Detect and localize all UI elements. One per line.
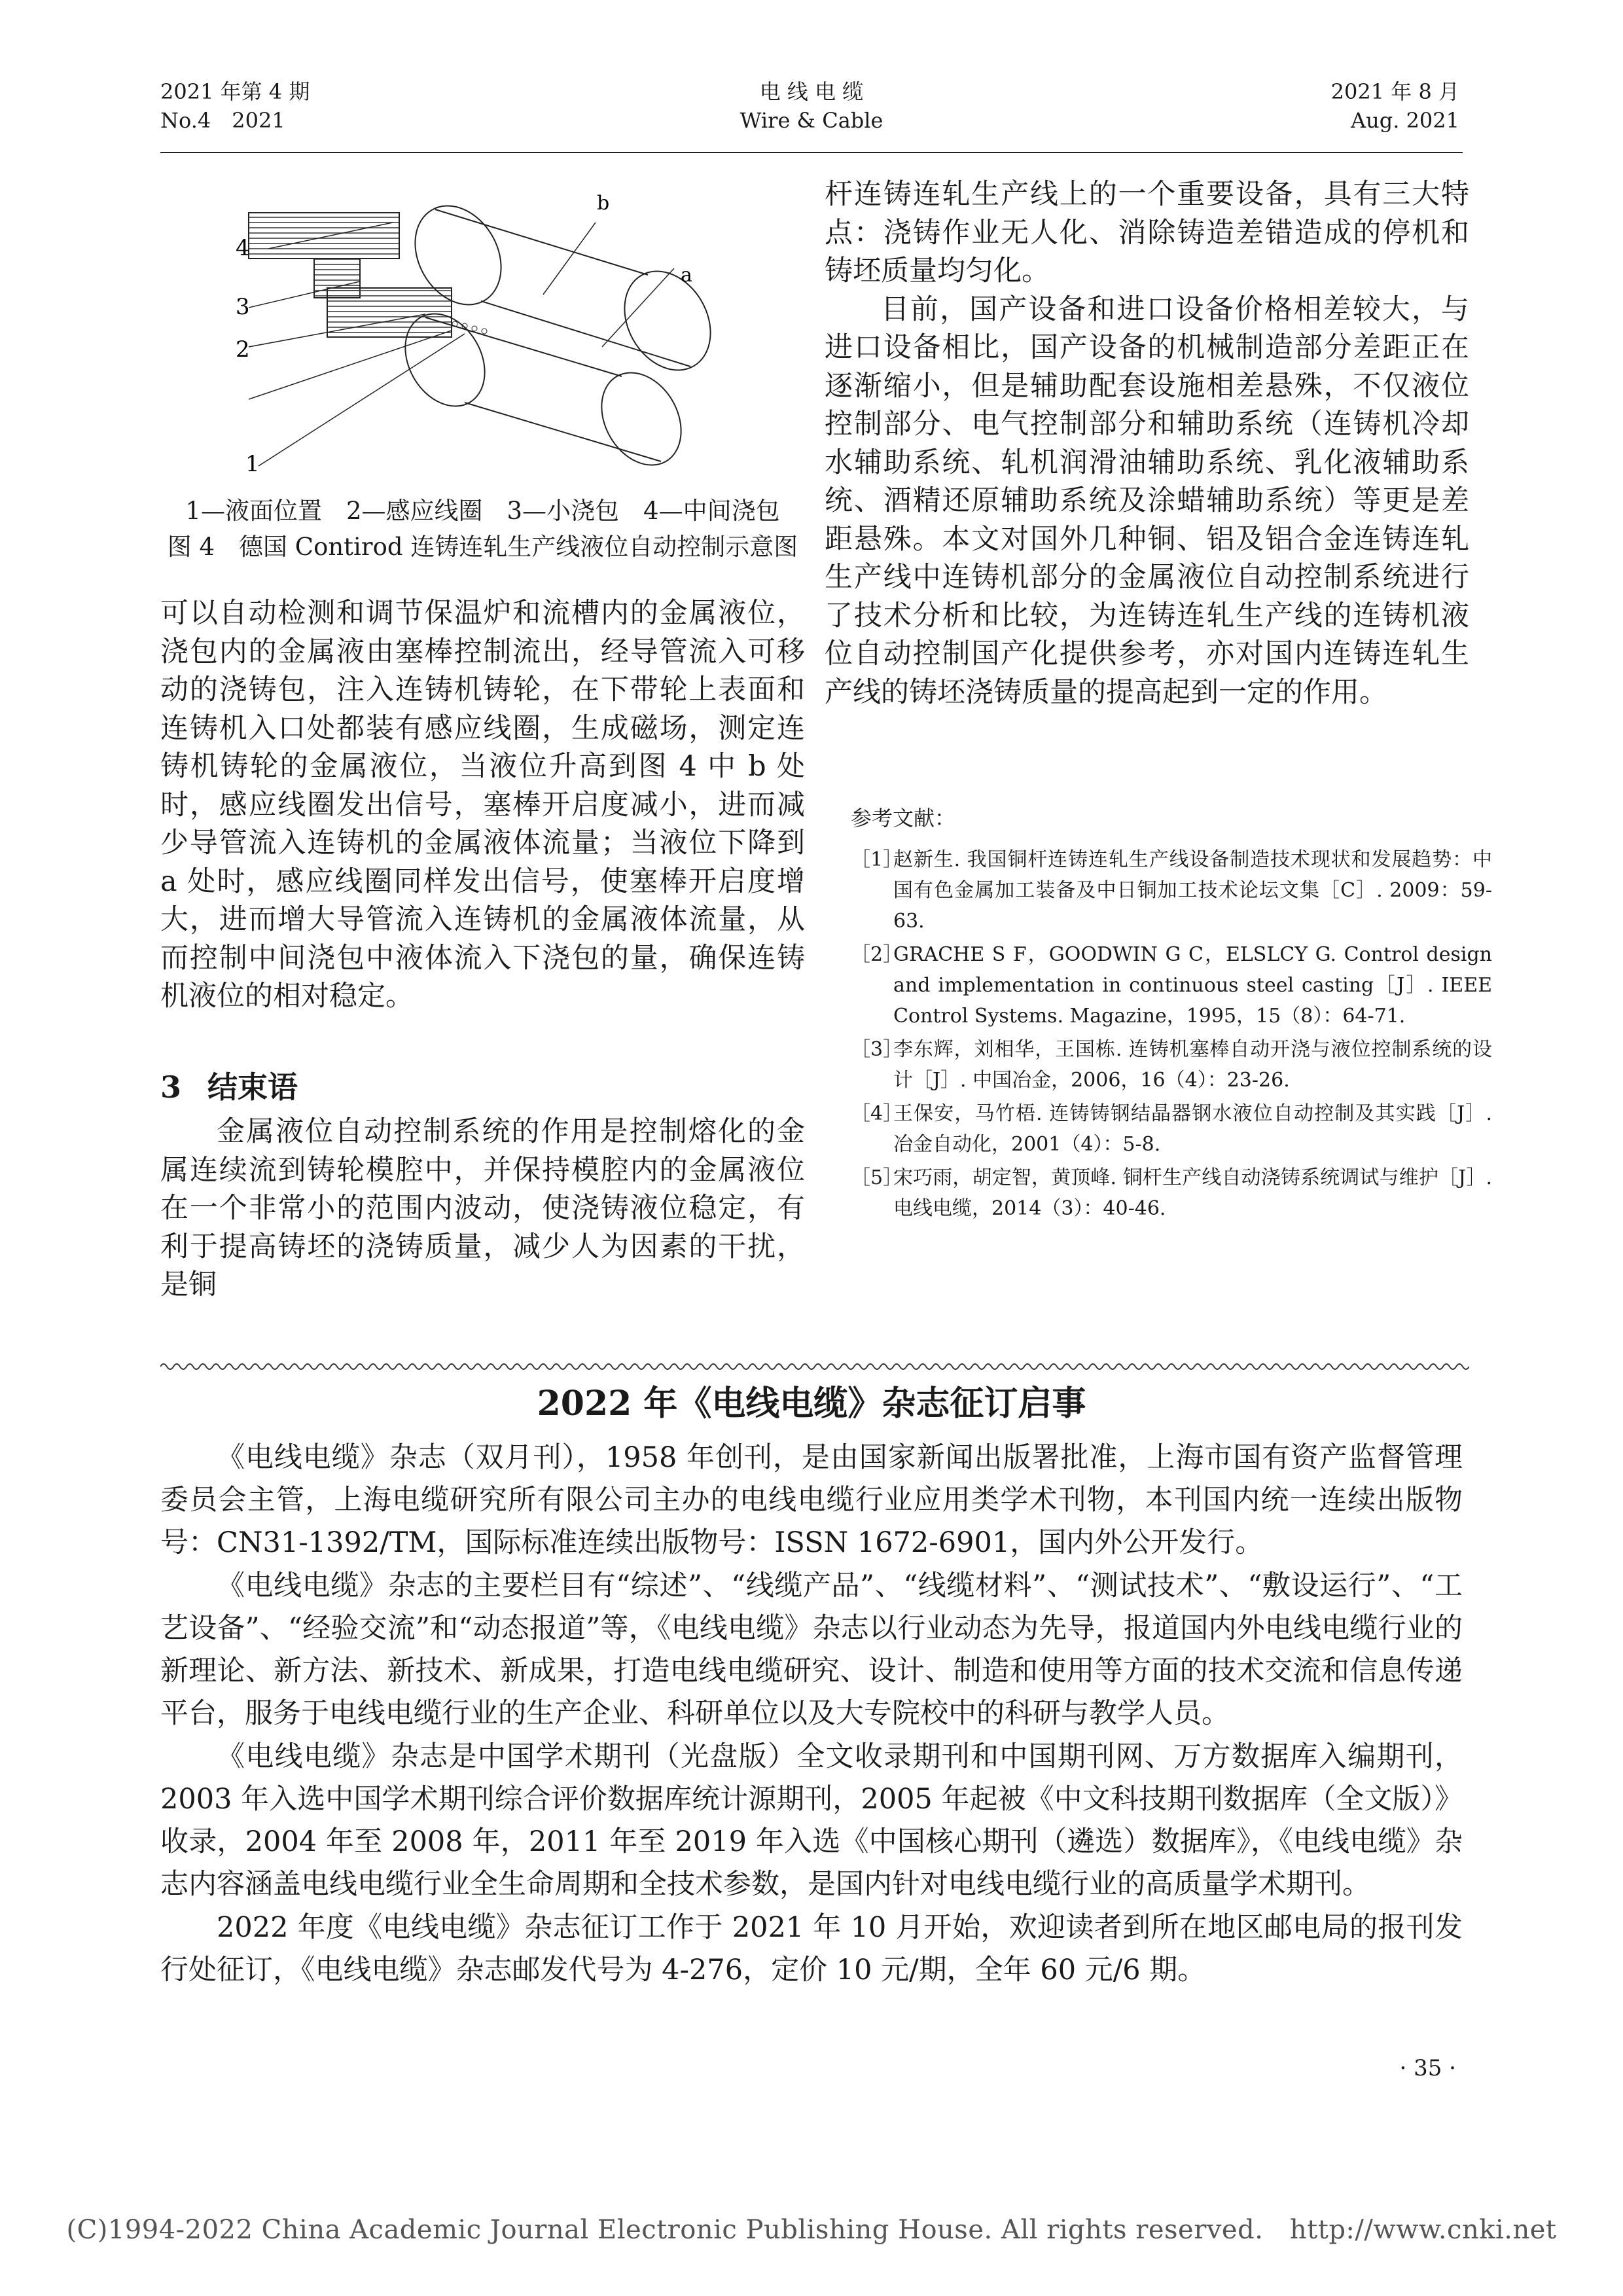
reference-item xyxy=(851,939,1492,1031)
figure-label-3: 3 xyxy=(236,294,250,320)
figure-4-diagram xyxy=(196,183,772,511)
body-text: 目前，国产设备和进口设备价格相差较大，与进口设备相比，国产设备的机械制造部分差距正在逐渐缩小，但是辅助配套设施相差悬殊，不仅液位控制部分、电气控制部分和辅助系统（连铸机冷却水辅助系统、轧机润滑油辅助系统、乳化液辅助系统、酒精还原辅助系统及涂蜡辅助系统）等更是差距悬殊。本文对国外几种铜、铝及铝合金连铸连轧生产线中连铸机部分的金属液位自动控制系统进行了技术分析和比较，为连铸连轧生产线的连铸机液位自动控制国产化提供参考，亦对国内连铸连轧生产线的铸坯浇铸质量的提高起到一定的作用。 xyxy=(825,293,1469,709)
figure-label-2: 2 xyxy=(236,336,250,363)
left-column-paragraph-1 xyxy=(160,594,805,1016)
reference-number: ［3］ xyxy=(851,1038,903,1061)
reference-number: ［1］ xyxy=(851,848,903,871)
figure-label-a: a xyxy=(681,264,692,287)
notice-paragraph: 《电线电缆》杂志是中国学术期刊（光盘版）全文收录期刊和中国期刊网、万方数据库入编期刊，2003 年入选中国学术期刊综合评价数据库统计源期刊，2005 年起被《中文科技期刊数据库（全文版）》收录，2004 年至 2008 年，2011 年至 2019 年入选《中国核心期刊（遴选）数据库》，《电线电缆》杂志内容涵盖电线电缆行业全生命周期和全技术参数，是国内针对电线电缆行业的高质量学术期刊。 xyxy=(160,1740,1463,1901)
notice-paragraph: 2022 年度《电线电缆》杂志征订工作于 2021 年 10 月开始，欢迎读者到所在地区邮电局的报刊发行处征订，《电线电缆》杂志邮发代号为 4-276，定价 10 元/期，全年 60 元/6 期。 xyxy=(160,1911,1463,1986)
reference-item xyxy=(851,1162,1492,1224)
figure-label-4: 4 xyxy=(236,235,250,261)
references-title: 参考文献： xyxy=(851,806,956,831)
reference-item xyxy=(851,1034,1492,1096)
body-text: 杆连铸连轧生产线上的一个重要设备，具有三大特点：浇铸作业无人化、消除铸造差错造成的停机和铸坯质量均匀化。 xyxy=(825,178,1469,287)
reference-text: GRACHE S F，GOODWIN G C，ELSLCY G. Control design and implementation in continuous steel casting［J］. IEEE Control Systems. Magazine，1995，15（8）：64-71. xyxy=(893,943,1492,1028)
copyright-footer: (C)1994-2022 China Academic Journal Electronic Publishing House. All rights reserved. http://www.cnki.net xyxy=(66,2215,1557,2245)
notice-title: 2022 年《电线电缆》杂志征订启事 xyxy=(537,1384,1086,1424)
body-text: 可以自动检测和调节保温炉和流槽内的金属液位，浇包内的金属液由塞棒控制流出，经导管流入可移动的浇铸包，注入连铸机铸轮，在下带轮上表面和连铸机入口处都装有感应线圈，生成磁场，测定连铸机铸轮的金属液位，当液位升高到图 4 中 b 处时，感应线圈发出信号，塞棒开启度减小，进而减少导管流入连铸机的金属液体流量；当液位下降到 a 处时，感应线圈同样发出信号，使塞棒开启度增大，进而增大导管流入连铸机的金属液体流量，从而控制中间浇包中液体流入下浇包的量，确保连铸机液位的相对稳定。 xyxy=(160,597,805,1013)
header-issue-cn: 2021 年第 4 期 xyxy=(160,79,310,104)
reference-number: ［4］ xyxy=(851,1102,903,1125)
ladle-shape xyxy=(327,288,452,337)
header-issue-en: No.4 2021 xyxy=(160,108,285,133)
header-date xyxy=(1331,77,1459,135)
notice-paragraph: 《电线电缆》杂志（双月刊），1958 年创刊，是由国家新闻出版署批准，上海市国有资产监督管理委员会主管，上海电缆研究所有限公司主办的电线电缆行业应用类学术刊物，本刊国内统一连续出版物号：CN31-1392/TM，国际标准连续出版物号：ISSN 1672-6901，国内外公开发行。 xyxy=(160,1441,1463,1559)
references-list xyxy=(851,844,1492,1227)
header-date-en: Aug. 2021 xyxy=(1351,108,1459,133)
figure-legend: 1—液面位置 2—感应线圈 3—小浇包 4—中间浇包 xyxy=(185,497,780,525)
header-rule xyxy=(160,152,1463,153)
figure-label-1: 1 xyxy=(245,451,260,477)
header-date-cn: 2021 年 8 月 xyxy=(1330,79,1459,104)
reference-number: ［2］ xyxy=(851,943,903,966)
reference-text: 王保安，马竹梧. 连铸铸钢结晶器钢水液位自动控制及其实践［J］. 冶金自动化，2001（4）：5-8. xyxy=(893,1102,1492,1156)
section-title: 结束语 xyxy=(207,1069,298,1105)
header-journal-en: Wire & Cable xyxy=(740,108,883,133)
wavy-divider xyxy=(160,1360,1469,1373)
reference-text: 李东辉，刘相华，王国栋. 连铸机塞棒自动开浇与液位控制系统的设计［J］. 中国冶金，2006，16（4）：23-26. xyxy=(893,1038,1492,1092)
lower-wheel-back xyxy=(586,359,697,480)
figure-caption: 图 4 德国 Contirod 连铸连轧生产线液位自动控制示意图 xyxy=(167,533,798,561)
figure-label-b: b xyxy=(597,192,610,215)
notice-paragraph: 《电线电缆》杂志的主要栏目有“综述”、“线缆产品”、“线缆材料”、“测试技术”、“敷设运行”、“工艺设备”、“经验交流”和“动态报道”等，《电线电缆》杂志以行业动态为先导，报道国内外电线电缆行业的新理论、新方法、新技术、新成果，打造电线电缆研究、设计、制造和使用等方面的技术交流和信息传递平台，服务于电线电缆行业的生产企业、科研单位以及大专院校中的科研与教学人员。 xyxy=(160,1570,1463,1730)
reference-text: 宋巧雨，胡定智，黄顶峰. 铜杆生产线自动浇铸系统调试与维护［J］. 电线电缆，2014（3）：40-46. xyxy=(893,1166,1492,1220)
header-journal-cn: 电 线 电 缆 xyxy=(759,79,864,104)
section-number: 3 xyxy=(160,1069,182,1105)
reference-text: 赵新生. 我国铜杆连铸连轧生产线设备制造技术现状和发展趋势：中国有色金属加工装备及中日铜加工技术论坛文集［C］. 2009：59-63. xyxy=(893,848,1492,933)
reference-item xyxy=(851,1098,1492,1160)
page-number: · 35 · xyxy=(1399,2055,1456,2081)
tundish-shape xyxy=(249,213,399,259)
notice-body xyxy=(160,1437,1463,1992)
left-column-paragraph-2 xyxy=(160,1113,805,1304)
body-text: 金属液位自动控制系统的作用是控制熔化的金属连续流到铸轮模腔中，并保持模腔内的金属液位在一个非常小的范围内波动，使浇铸液位稳定，有利于提高铸坯的浇铸质量，减少人为因素的干扰，是铜 xyxy=(160,1115,805,1301)
section-heading xyxy=(160,1064,298,1107)
reference-item xyxy=(851,844,1492,937)
right-column xyxy=(825,175,1469,711)
reference-number: ［5］ xyxy=(851,1166,903,1189)
